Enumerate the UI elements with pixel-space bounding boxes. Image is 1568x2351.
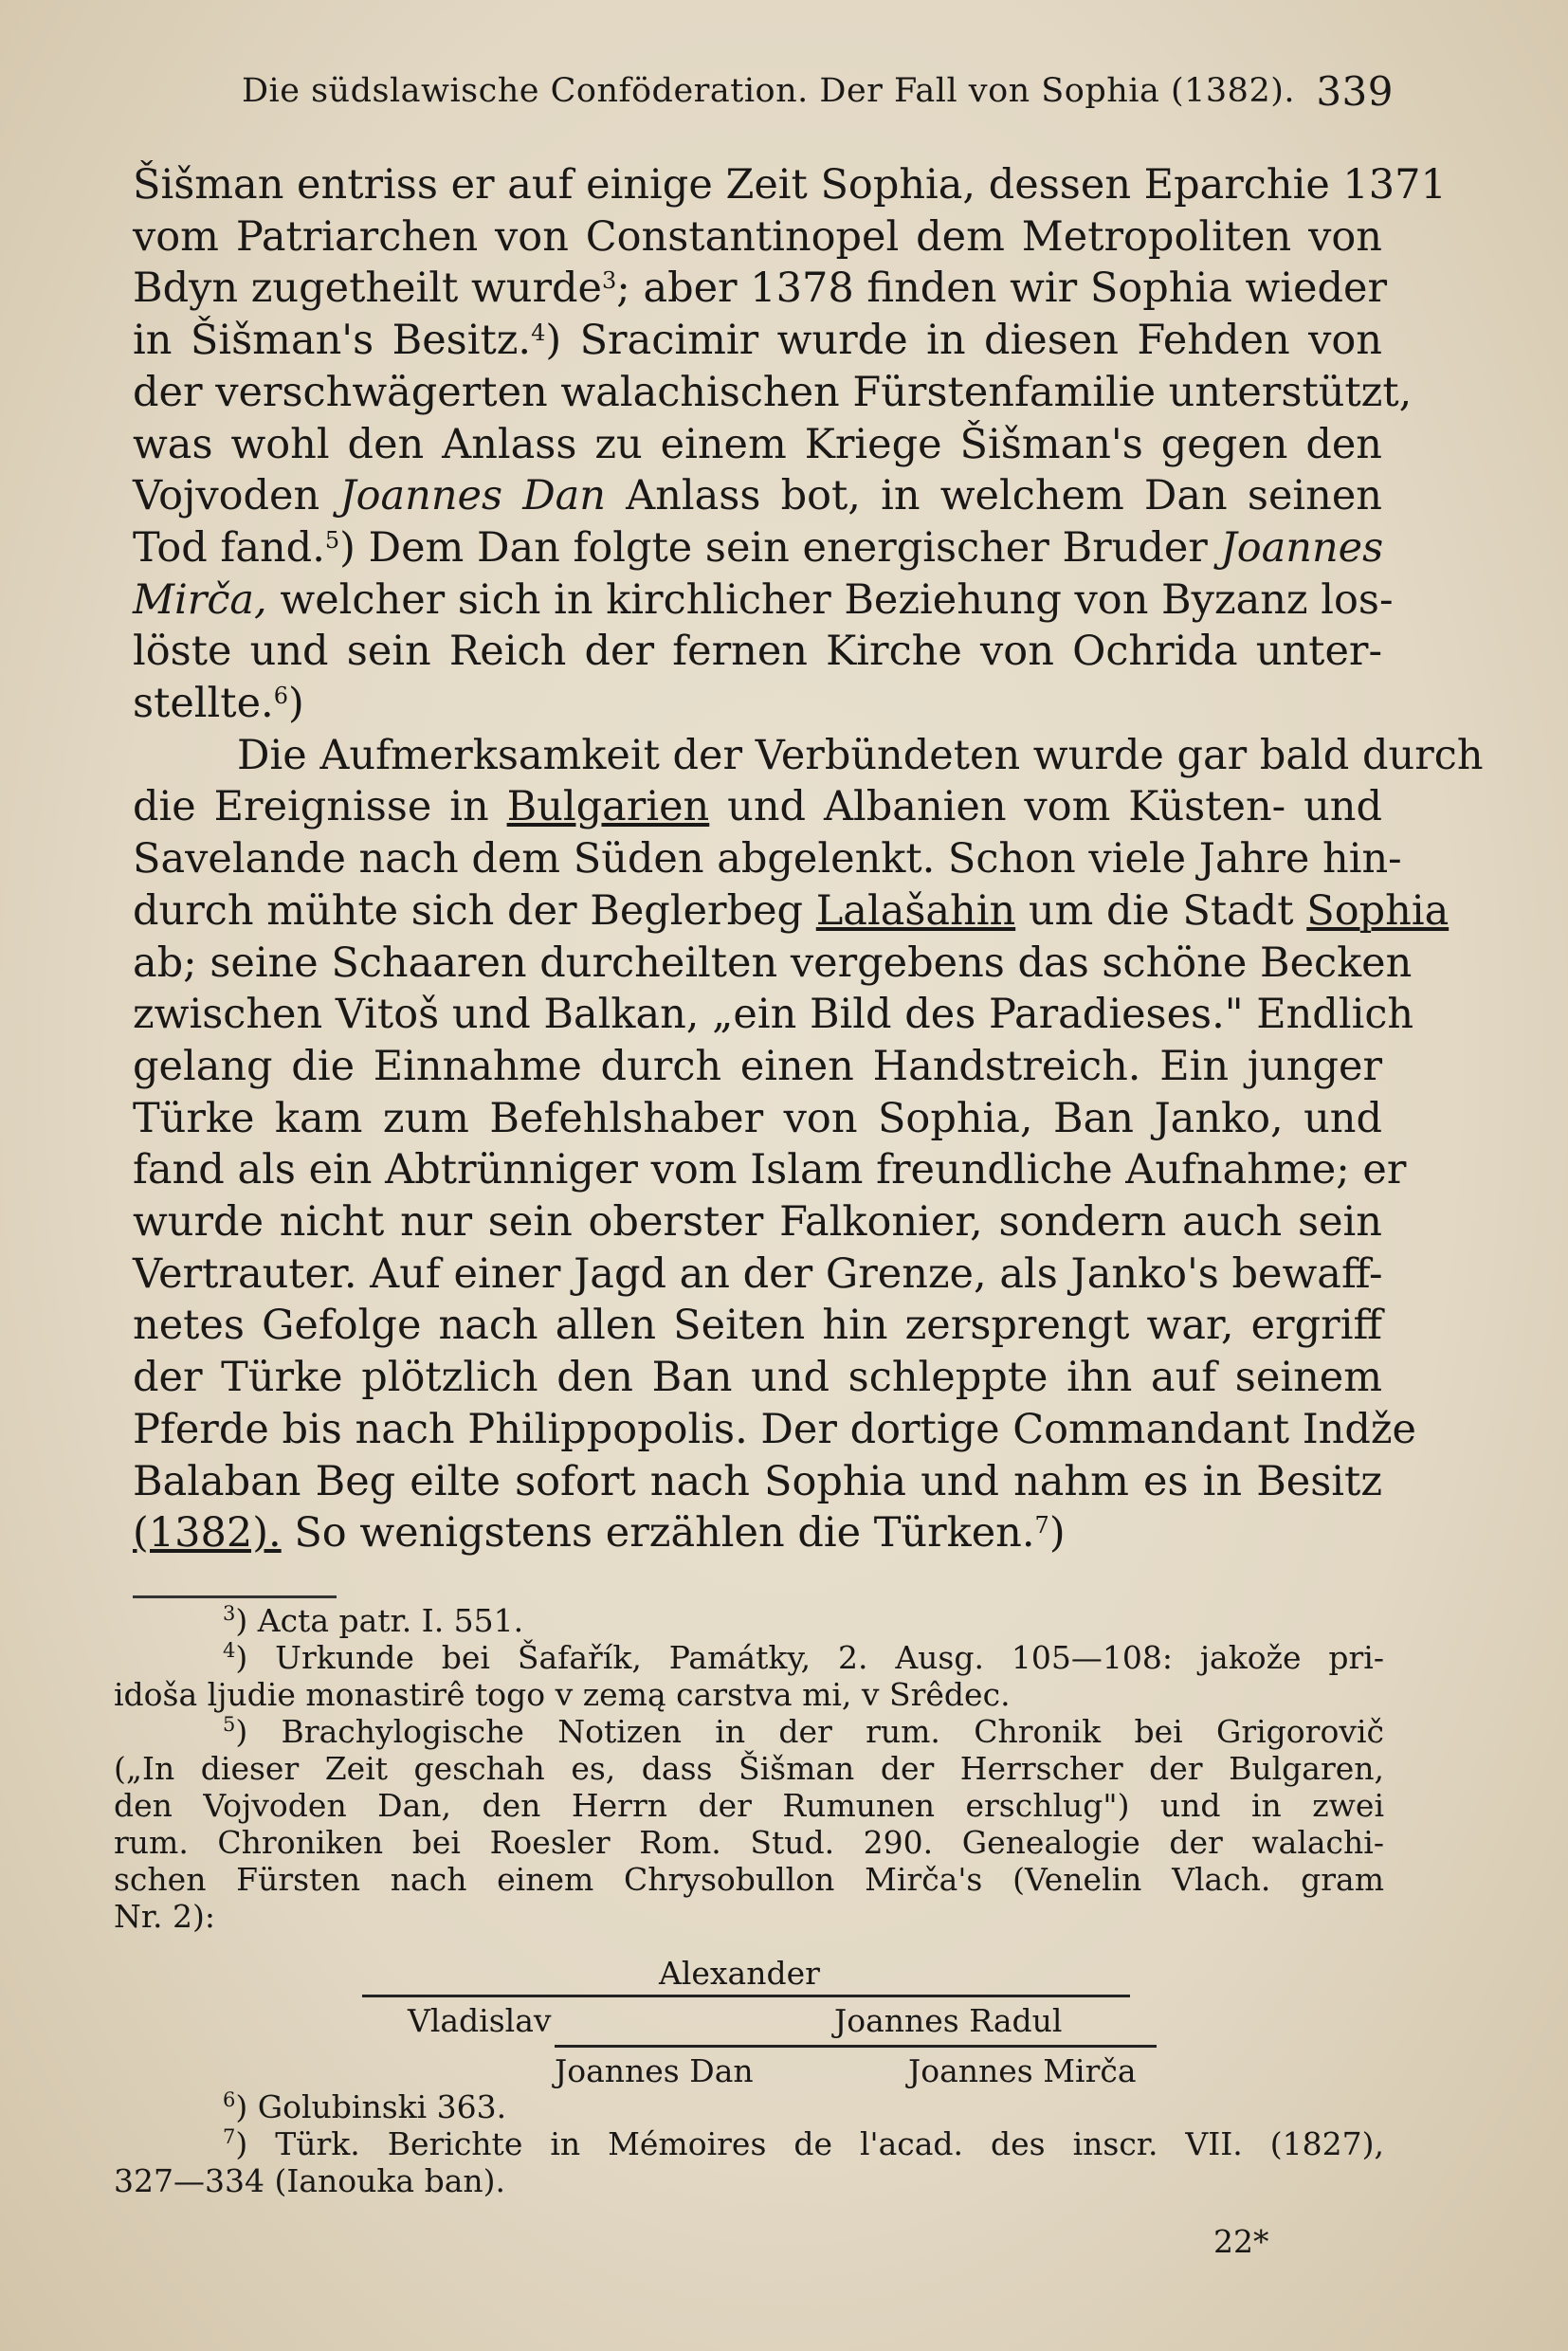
text-line: (1382). So wenigstens erzählen die Türken.$^7$) xyxy=(133,1509,1066,1558)
text-line: zwischen Vitoš und Balkan, „ein Bild des Paradieses." Endlich xyxy=(133,991,1414,1039)
footnote-6: $^6$) Golubinski 363. xyxy=(223,2088,507,2125)
paragraph-1 xyxy=(133,159,1447,730)
footnote-ref: 3 xyxy=(602,267,617,295)
genealogy-root: Alexander xyxy=(659,1955,820,1992)
running-header xyxy=(242,68,1394,116)
footnotes xyxy=(114,1602,1384,1935)
genealogy-grandchild: Joannes Dan xyxy=(555,2052,754,2089)
footnote-5-cont: („In dieser Zeit geschah es, dass Šišman der Herrscher der Bulgaren, xyxy=(114,1750,1384,1787)
running-title: Die südslawische Conföderation. Der Fall von Sophia (1382). xyxy=(242,72,1295,110)
text-line: wurde nicht nur sein oberster Falkonier, sondern auch sein xyxy=(133,1198,1382,1247)
text-line: Savelande nach dem Süden abgelenkt. Schon viele Jahre hin- xyxy=(133,835,1402,884)
text-line: was wohl den Anlass zu einem Kriege Šišman's gegen den xyxy=(133,420,1382,468)
genealogy-bracket xyxy=(362,1995,1130,1997)
text-line: die Ereignisse in Bulgarien und Albanien vom Küsten- und xyxy=(133,783,1382,831)
genealogy-bracket xyxy=(555,2045,1157,2048)
text-line: der Türke plötzlich den Ban und schleppte ihn auf seinem xyxy=(133,1354,1382,1402)
footnote-7-cont: 327—334 (Ianouka ban). xyxy=(114,2162,505,2199)
underlined-word: Bulgarien xyxy=(506,783,710,831)
text-line: Mirča, welcher sich in kirchlicher Beziehung von Byzanz los- xyxy=(133,575,1394,624)
genealogy-child: Vladislav xyxy=(408,2002,552,2039)
text-line: gelang die Einnahme durch einen Handstreich. Ein junger xyxy=(133,1042,1382,1090)
underlined-word: Sophia xyxy=(1306,886,1449,935)
text-line: netes Gefolge nach allen Seiten hin zersprengt war, ergriff xyxy=(133,1302,1382,1350)
text-line: Bdyn zugetheilt wurde$^3$; aber 1378 finden wir Sophia wieder xyxy=(133,264,1388,313)
text-line: ab; seine Schaaren durcheilten vergebens das schöne Becken xyxy=(133,939,1413,987)
footnote-ref: 5 xyxy=(324,526,340,554)
italic-name: Joannes xyxy=(1220,523,1384,572)
text-line: Vojvoden Joannes Dan Anlass bot, in welchem Dan seinen xyxy=(133,472,1382,520)
underlined-word: Lalašahin xyxy=(815,886,1016,935)
genealogy-grandchild: Joannes Mirča xyxy=(908,2052,1137,2089)
italic-name: Mirča, xyxy=(133,575,267,624)
text-line: stellte.$^6$) xyxy=(133,680,304,728)
footnote-ref: 4 xyxy=(531,319,546,347)
footnote-ref: 7 xyxy=(1034,1512,1049,1540)
genealogy-child: Joannes Radul xyxy=(834,2002,1063,2039)
text-line: löste und sein Reich der fernen Kirche von Ochrida unter- xyxy=(133,628,1382,676)
main-text xyxy=(133,159,1484,1559)
footnote-5-cont: schen Fürsten nach einem Chrysobullon Mirča's (Venelin Vlach. gram xyxy=(114,1861,1384,1898)
text-line: Šišman entriss er auf einige Zeit Sophia, dessen Eparchie 1371 xyxy=(133,161,1447,209)
text-line: Balaban Beg eilte sofort nach Sophia und nahm es in Besitz xyxy=(133,1457,1382,1505)
text-line: Vertrauter. Auf einer Jagd an der Grenze, als Janko's bewaff- xyxy=(133,1249,1383,1298)
page-number: 339 xyxy=(1316,68,1394,115)
text-line: Tod fand.$^5$) Dem Dan folgte sein energischer Bruder Joannes xyxy=(133,523,1384,572)
footnote-5-cont: Nr. 2): xyxy=(114,1898,215,1935)
paragraph-2 xyxy=(133,730,1484,1559)
text-line: vom Patriarchen von Constantinopel dem Metropoliten von xyxy=(133,212,1382,261)
text-line: fand als ein Abtrünniger vom Islam freundliche Aufnahme; er xyxy=(133,1146,1407,1194)
footnote-7: $^7$) Türk. Berichte in Mémoires de l'acad. des inscr. VII. (1827), xyxy=(223,2125,1384,2162)
footnote-5: $^5$) Brachylogische Notizen in der rum. Chronik bei Grigorovič xyxy=(223,1713,1384,1750)
footnotes-lower xyxy=(114,2088,1384,2199)
underlined-word: (1382). xyxy=(133,1509,282,1558)
italic-name: Joannes Dan xyxy=(339,472,606,520)
footnote-5-cont: den Vojvoden Dan, den Herrn der Rumunen erschlug") und in zwei xyxy=(114,1787,1384,1824)
footnote-rule xyxy=(133,1595,337,1598)
footnote-ref: 6 xyxy=(273,683,288,710)
text-line: der verschwägerten walachischen Fürstenfamilie unterstützt, xyxy=(133,368,1413,416)
text-line: Pferde bis nach Philippopolis. Der dortige Commandant Indže xyxy=(133,1405,1416,1453)
text-line: Türke kam zum Befehlshaber von Sophia, Ban Janko, und xyxy=(133,1094,1382,1142)
footnote-4: $^4$) Urkunde bei Šafařík, Památky, 2. Ausg. 105—108: jakože pri- xyxy=(223,1639,1384,1676)
text-line: in Šišman's Besitz.$^4$) Sracimir wurde in diesen Fehden von xyxy=(133,317,1382,365)
footnote-5-cont: rum. Chroniken bei Roesler Rom. Stud. 290. Genealogie der walachi- xyxy=(114,1824,1384,1861)
footnote-3: $^3$) Acta patr. I. 551. xyxy=(223,1602,524,1639)
signature-mark: 22* xyxy=(1213,2223,1269,2260)
footnote-4-cont: idoša ljudie monastirê togo v zemą carstva mi, v Srêdec. xyxy=(114,1676,1011,1713)
text-line: durch mühte sich der Beglerbeg Lalašahin um die Stadt Sophia xyxy=(133,886,1449,935)
text-line: Die Aufmerksamkeit der Verbündeten wurde gar bald durch xyxy=(237,731,1484,779)
